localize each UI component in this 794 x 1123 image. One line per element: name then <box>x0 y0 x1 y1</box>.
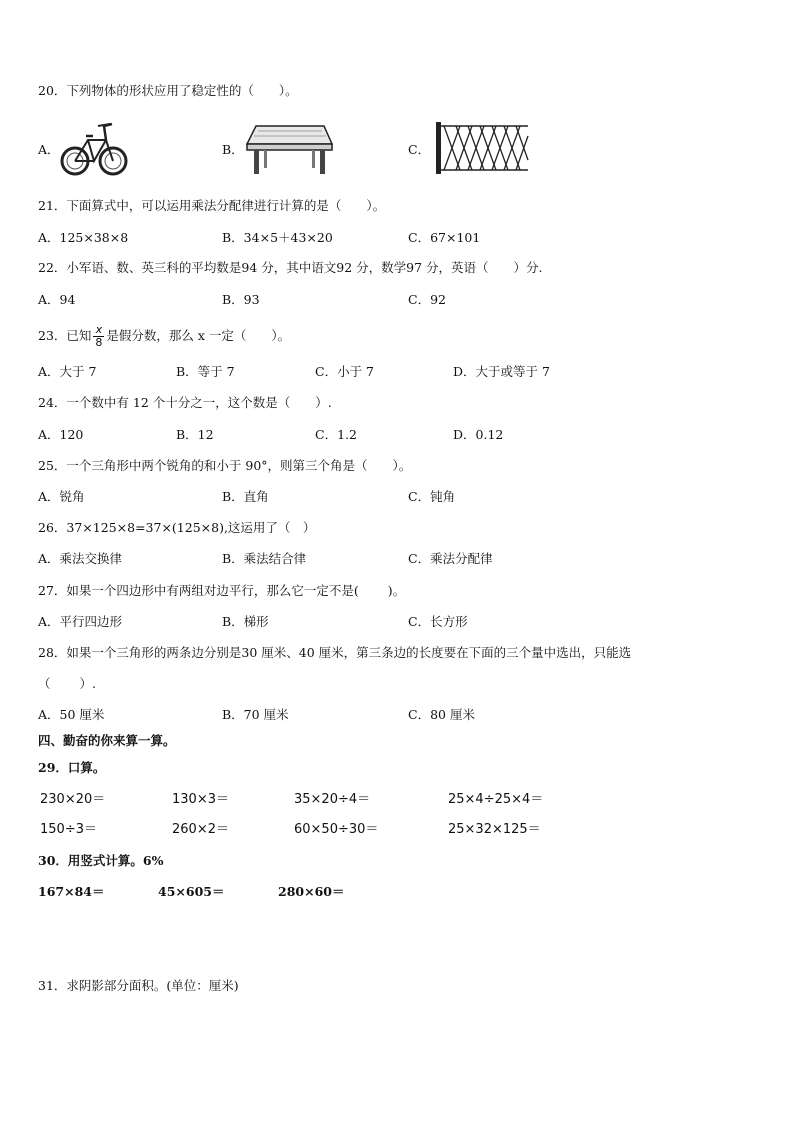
q30-stem: 30．用竖式计算。6% <box>38 853 164 868</box>
q22-stem: 22．小军语、数、英三科的平均数是94 分，其中语文92 分，数学97 分，英语（ ）分. <box>38 260 543 275</box>
q23-option-c: C．小于 7 <box>315 364 374 379</box>
q25-option-b: B．直角 <box>222 489 269 504</box>
q25-option-c: C．钝角 <box>408 489 456 504</box>
q24-option-d: D．0.12 <box>453 427 504 442</box>
q23-option-a: A．大于 7 <box>38 364 97 379</box>
q29-row1-item4: 25×4÷25×4＝ <box>448 792 544 807</box>
q29-stem: 29．口算。 <box>38 760 106 775</box>
q27-option-a: A．平行四边形 <box>38 614 123 629</box>
q24-option-b: B．12 <box>176 427 214 442</box>
q25-option-a: A．锐角 <box>38 489 85 504</box>
q30-item2: 45×605＝ <box>158 884 225 899</box>
q31-stem: 31．求阴影部分面积。(单位：厘米) <box>38 978 239 993</box>
q26-option-c: C．乘法分配律 <box>408 551 493 566</box>
q23-fraction <box>93 324 104 349</box>
q30-item1: 167×84＝ <box>38 884 105 899</box>
q29-row1-item2: 130×3＝ <box>172 792 229 807</box>
q27-option-c: C．长方形 <box>408 614 468 629</box>
q27-stem: 27．如果一个四边形中有两组对边平行，那么它一定不是( )。 <box>38 583 406 598</box>
q20-option-b-label: B． <box>222 142 244 157</box>
q30-item3: 280×60＝ <box>278 884 345 899</box>
q23-option-d: D．大于或等于 7 <box>453 364 550 379</box>
q22-option-a: A．94 <box>38 292 76 307</box>
q20-stem: 20．下列物体的形状应用了稳定性的（ ）。 <box>38 83 298 98</box>
q28-stem-continued: （ ）. <box>38 676 96 691</box>
section-4-title: 四、勤奋的你来算一算。 <box>38 733 176 748</box>
table-icon <box>244 122 334 178</box>
q24-stem: 24．一个数中有 12 个十分之一，这个数是（ ）. <box>38 395 332 410</box>
q24-option-c: C．1.2 <box>315 427 357 442</box>
q23-stem-after: 是假分数，那么 x 一定（ ）。 <box>106 328 291 343</box>
q23-fraction-numerator: x <box>95 323 103 336</box>
q26-stem: 26．37×125×8=37×(125×8),这运用了（ ） <box>38 520 316 535</box>
q22-option-b: B．93 <box>222 292 260 307</box>
q29-row1-item1: 230×20＝ <box>40 792 106 807</box>
q23-fraction-denominator: 8 <box>95 336 103 349</box>
q29-row1-item3: 35×20÷4＝ <box>294 792 371 807</box>
q24-option-a: A．120 <box>38 427 84 442</box>
q26-option-b: B．乘法结合律 <box>222 551 307 566</box>
q29-row2-item4: 25×32×125＝ <box>448 822 541 837</box>
q21-option-c: C．67×101 <box>408 230 481 245</box>
q27-option-b: B．梯形 <box>222 614 269 629</box>
q29-row2-item2: 260×2＝ <box>172 822 229 837</box>
q23-stem-before: 23．已知 <box>38 328 92 343</box>
q28-option-c: C．80 厘米 <box>408 707 475 722</box>
q25-stem: 25．一个三角形中两个锐角的和小于 90°，则第三个角是（ ）。 <box>38 458 412 473</box>
q29-row2-item3: 60×50÷30＝ <box>294 822 379 837</box>
expandable-gate-icon <box>434 120 530 176</box>
q21-option-b: B．34×5＋43×20 <box>222 230 333 245</box>
q28-option-a: A．50 厘米 <box>38 707 105 722</box>
q20-option-a-label: A． <box>38 142 60 157</box>
q21-option-a: A．125×38×8 <box>38 230 129 245</box>
q28-stem: 28．如果一个三角形的两条边分别是30 厘米、40 厘米，第三条边的长度要在下面的三个量中选出，只能选 <box>38 645 632 660</box>
q20-option-c-label: C． <box>408 142 431 157</box>
q22-option-c: C．92 <box>408 292 446 307</box>
q28-option-b: B．70 厘米 <box>222 707 289 722</box>
q23-stem <box>38 322 290 350</box>
q26-option-a: A．乘法交换律 <box>38 551 123 566</box>
q29-row2-item1: 150÷3＝ <box>40 822 97 837</box>
q21-stem: 21．下面算式中，可以运用乘法分配律进行计算的是（ ）。 <box>38 198 386 213</box>
bicycle-icon <box>60 116 128 180</box>
q23-option-b: B．等于 7 <box>176 364 235 379</box>
